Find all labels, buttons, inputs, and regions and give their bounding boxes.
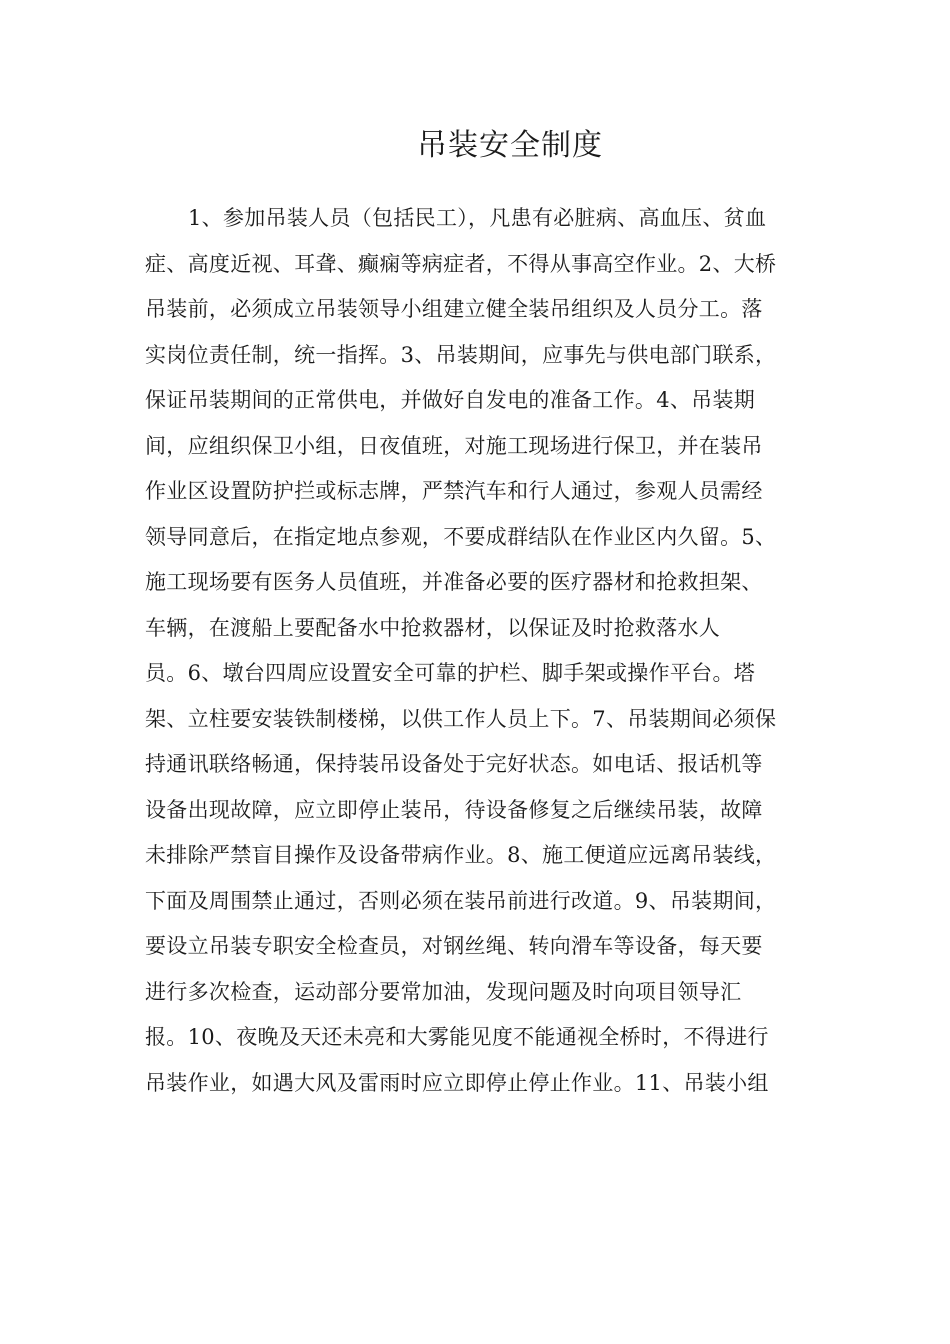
body-line: 领导同意后，在指定地点参观，不要成群结队在作业区内久留。5、	[145, 524, 777, 549]
body-line: 吊装作业，如遇大风及雷雨时应立即停止停止作业。11、吊装小组	[145, 1070, 769, 1095]
body-line: 症、高度近视、耳聋、癫痫等病症者，不得从事高空作业。2、大桥	[145, 251, 777, 276]
body-line: 保证吊装期间的正常供电，并做好自发电的准备工作。4、吊装期	[145, 388, 756, 412]
body-line: 设备出现故障，应立即停止装吊，待设备修复之后继续吊装，故障	[145, 797, 763, 822]
body-line: 吊装前，必须成立吊装领导小组建立健全装吊组织及人员分工。落	[145, 297, 763, 321]
body-line: 员。6、墩台四周应设置安全可靠的护栏、脚手架或操作平台。塔	[145, 661, 756, 685]
body-line: 施工现场要有医务人员值班，并准备必要的医疗器材和抢救担架、	[145, 570, 763, 594]
body-line: 报。10、夜晚及天还未亮和大雾能见度不能通视全桥时，不得进行	[145, 1025, 769, 1049]
body-line: 要设立吊装专职安全检查员，对钢丝绳、转向滑车等设备，每天要	[145, 934, 763, 958]
body-line: 实岗位责任制，统一指挥。3、吊装期间，应事先与供电部门联系，	[145, 342, 777, 367]
body-line: 进行多次检查，运动部分要常加油，发现问题及时向项目领导汇	[145, 979, 742, 1004]
body-line: 下面及周围禁止通过，否则必须在装吊前进行改道。9、吊装期间，	[145, 888, 777, 913]
body-line: 间，应组织保卫小组，日夜值班，对施工现场进行保卫，并在装吊	[145, 433, 763, 458]
body-line: 车辆，在渡船上要配备水中抢救器材，以保证及时抢救落水人	[145, 615, 721, 640]
document-title: 吊装安全制度	[417, 128, 603, 163]
document-body	[145, 196, 810, 1106]
body-line: 作业区设置防护拦或标志牌，严禁汽车和行人通过，参观人员需经	[145, 479, 763, 503]
body-line: 架、立柱要安装铁制楼梯，以供工作人员上下。7、吊装期间必须保	[145, 706, 777, 731]
body-line: 未排除严禁盲目操作及设备带病作业。8、施工便道应远离吊装线，	[145, 843, 777, 867]
body-line: 1、参加吊装人员（包括民工），凡患有必脏病、高血压、贫血	[188, 206, 767, 230]
body-line: 持通讯联络畅通，保持装吊设备处于完好状态。如电话、报话机等	[145, 752, 763, 776]
